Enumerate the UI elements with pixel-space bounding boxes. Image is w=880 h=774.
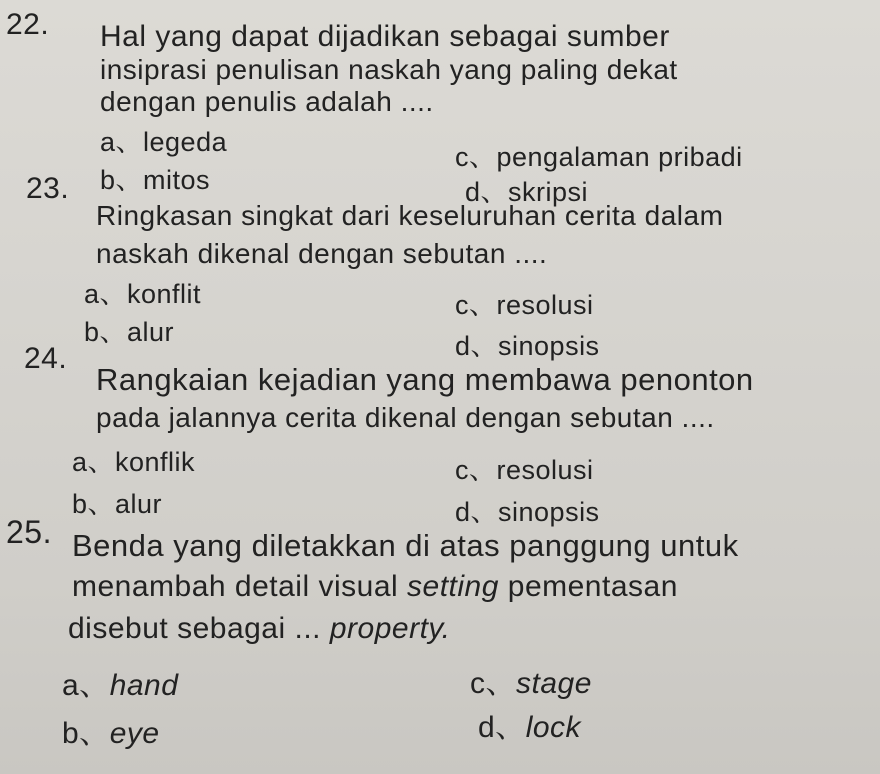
option-25-c-text: stage	[516, 667, 592, 700]
question-25-line-3	[68, 612, 451, 646]
option-25-b-prefix: b、	[62, 717, 110, 750]
option-24-d[interactable]: d、sinopsis	[455, 497, 600, 527]
question-24-line-2: pada jalannya cerita dikenal dengan sebutan ....	[96, 402, 715, 433]
option-25-b-text: eye	[109, 717, 160, 750]
question-25-line-2-tail: pementasan	[507, 570, 678, 603]
option-25-c-prefix: c、	[470, 667, 516, 700]
option-25-d-text: lock	[525, 711, 582, 744]
question-number-23: 23.	[26, 172, 70, 205]
option-24-c[interactable]: c、resolusi	[455, 455, 594, 485]
option-23-d[interactable]: d、sinopsis	[455, 331, 600, 361]
question-24-line-1: Rangkaian kejadian yang membawa penonton	[96, 362, 754, 397]
option-25-b[interactable]	[62, 708, 160, 752]
option-25-c[interactable]	[470, 658, 592, 702]
option-22-c[interactable]: c、pengalaman pribadi	[455, 142, 743, 172]
option-23-c[interactable]: c、resolusi	[455, 290, 594, 320]
option-23-b[interactable]: b、alur	[84, 317, 175, 347]
question-25-line-3-text: disebut sebagai ...	[68, 612, 322, 645]
option-25-a-prefix: a、	[62, 669, 110, 702]
question-22-line-3: dengan penulis adalah ....	[100, 86, 434, 117]
question-25-line-2	[72, 570, 678, 604]
question-number-25: 25.	[6, 514, 52, 550]
option-24-b[interactable]: b、alur	[72, 489, 163, 519]
option-22-d[interactable]: d、skripsi	[465, 177, 589, 207]
option-23-a[interactable]: a、konflit	[84, 279, 202, 309]
question-22-line-1: Hal yang dapat dijadikan sebagai sumber	[100, 20, 670, 53]
question-22-line-2: insiprasi penulisan naskah yang paling dekat	[100, 54, 678, 85]
question-25-line-1: Benda yang diletakkan di atas panggung untuk	[72, 528, 739, 563]
option-25-a-text: hand	[109, 669, 179, 702]
property-term: property.	[329, 612, 451, 645]
option-22-b[interactable]: b、mitos	[100, 165, 211, 195]
question-23-line-1: Ringkasan singkat dari keseluruhan cerita dalam	[96, 200, 724, 231]
question-number-22: 22.	[6, 8, 50, 41]
option-25-a[interactable]	[62, 660, 178, 704]
option-25-d-prefix: d、	[478, 711, 526, 744]
setting-term: setting	[407, 570, 499, 603]
option-22-a[interactable]: a、legeda	[100, 127, 228, 157]
option-25-d[interactable]	[478, 702, 581, 746]
question-23-line-2: naskah dikenal dengan sebutan ....	[96, 238, 548, 269]
question-number-24: 24.	[24, 342, 68, 375]
question-25-line-2-text: menambah detail visual	[72, 570, 399, 603]
option-24-a[interactable]: a、konflik	[72, 447, 196, 477]
